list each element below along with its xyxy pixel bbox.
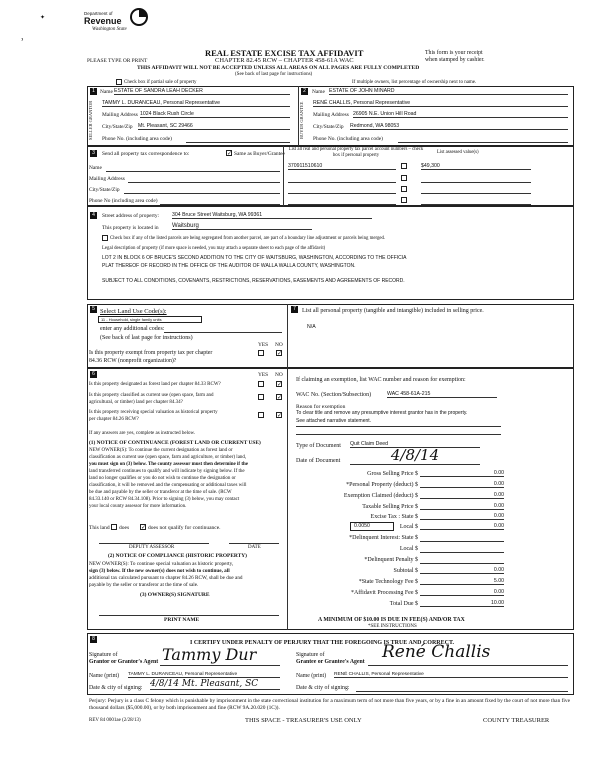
- forest-q3-yes[interactable]: [258, 412, 264, 418]
- forest-q2-yes[interactable]: [258, 394, 264, 400]
- parcel-3-checkbox[interactable]: [401, 186, 407, 192]
- form-warning: THIS AFFIDAVIT WILL NOT BE ACCEPTED UNLESS ALL AREAS ON ALL PAGES ARE FULLY COMPLETED: [137, 65, 420, 71]
- treasurer-space: THIS SPACE - TREASURER'S USE ONLY: [245, 717, 362, 724]
- tax-row-value[interactable]: 0.00: [420, 513, 504, 520]
- grantor-name-print[interactable]: TAMMY L. DURANCEAU, Personal Representative: [128, 672, 280, 678]
- send-correspondence-label: Send all property tax correspondence to:: [102, 151, 190, 157]
- section-6-badge: 6: [90, 371, 97, 378]
- buyer-name[interactable]: ESTATE OF JOHN MINARD: [329, 88, 568, 95]
- doc-date-label: Date of Document: [296, 458, 341, 464]
- land-use-code[interactable]: 11 - Household, single family units: [101, 317, 162, 322]
- street-address[interactable]: 304 Bruce Street Waitsburg, WA 99361: [172, 212, 372, 219]
- does-label: does: [119, 525, 130, 531]
- forest-q1-no[interactable]: ✓: [277, 381, 283, 388]
- forest-q1-yes[interactable]: [258, 381, 264, 387]
- reason-line-2[interactable]: See attached narrative statement.: [296, 418, 372, 424]
- forest-yes: YES: [258, 372, 269, 378]
- buyer-phone-label: Phone No. (including area code): [313, 136, 383, 142]
- notice-1-line: land transferred continues to qualify and will indicate by signing below. If the: [89, 469, 245, 474]
- tax-row-label: *Delinquent Penalty $: [364, 557, 418, 563]
- land-does-label: This land: [89, 525, 110, 531]
- grantee-sig-label-2: Grantee or Grantee's Agent: [296, 659, 365, 665]
- tax-row-label: *State Technology Fee $: [358, 579, 418, 585]
- section-3-badge: 3: [90, 150, 97, 157]
- seller-side-label: SELLER GRANTOR: [88, 100, 93, 140]
- dept-of: Department of: [84, 11, 113, 16]
- tax-row-label: Excise Tax : State $: [370, 514, 418, 520]
- buyer-address[interactable]: 26905 N.E. Union Hill Road: [353, 111, 568, 118]
- corr-phone-label: Phone No (including area code): [89, 198, 158, 204]
- assessed-value[interactable]: $49,300: [421, 163, 531, 170]
- street-label: Street address of property:: [102, 213, 160, 219]
- reason-line-1[interactable]: To clear title and remove any presumptive interest grantor has in the property.: [296, 410, 468, 416]
- same-as-buyer-label: Same as Buyer/Grantee: [234, 151, 285, 157]
- notice-2-line: NEW OWNER(S): To continue special valuation as historic property,: [89, 561, 234, 567]
- minimum-note: A MINIMUM OF $10.00 IS DUE IN FEE(S) AND/OR TAX: [318, 617, 465, 623]
- section-1-badge: 1: [90, 88, 97, 95]
- buyer-city-label: City/State/Zip: [313, 124, 344, 130]
- tax-row-label: *Affidavit Processing Fee $: [350, 590, 418, 596]
- seller-address[interactable]: 1024 Black Rush Circle: [140, 111, 290, 118]
- notice-2-line: additional tax calculated pursuant to chapter 84.26 RCW, shall be due and: [89, 575, 243, 581]
- grantee-name-print-label: Name (print): [296, 673, 327, 679]
- segregated-label: Check box if any of the listed parcels are being segregated from another parcel, are part of a boundary line adjustment or parcels being merged.: [110, 236, 386, 241]
- certify-statement: I CERTIFY UNDER PENALTY OF PERJURY THAT THE FOREGOING IS TRUE AND CORRECT.: [190, 640, 455, 646]
- wac-number[interactable]: WAC 458-61A-215: [387, 391, 497, 398]
- tax-row-value[interactable]: 0.00: [420, 492, 504, 499]
- land-use-see-back: (See back of last page for instructions): [100, 335, 193, 341]
- perjury-notice: Perjury: Perjury is a class C felony which is punishable by imprisonment in the state correctional institution for a maximum term of not more than five years, or by a fine in an amount fixed by the court of not more than five thousand dollars ($5,000.00), or by both imprisonment and fine (RCW 9A.20.020 (1C)).: [89, 698, 570, 711]
- corr-city-label: City/State/Zip: [89, 187, 120, 193]
- land-use-yes: YES: [258, 342, 269, 348]
- forest-q2b: agricultural, or timber) land per chapter 84.34?: [89, 400, 183, 405]
- date-label: DATE: [248, 545, 261, 550]
- grantee-name-print[interactable]: RENÉ CHALLIS, Personal Representative: [334, 672, 568, 678]
- partial-sale-label: Check box if partial sale of property: [124, 80, 197, 85]
- receipt-note-1: This form is your receipt: [425, 50, 483, 56]
- same-as-buyer-checkbox[interactable]: ✓: [227, 150, 233, 157]
- margin-mark: ˒: [20, 30, 25, 45]
- county-treasurer: COUNTY TREASURER: [483, 717, 550, 724]
- forest-complete: If any answers are yes, complete as instructed below.: [89, 431, 196, 436]
- forest-q2a: Is this property classified as current use (open space, farm and: [89, 393, 214, 398]
- buyer-address-label: Mailing Address: [313, 112, 349, 118]
- exempt-question-1: Is this property exempt from property tax per chapter: [89, 350, 213, 356]
- grantor-sig-label-2: Grantor or Grantor's Agent: [89, 659, 159, 665]
- parcel-number[interactable]: 370911510610: [288, 163, 396, 170]
- doc-type-label: Type of Document: [296, 443, 341, 449]
- tax-row-label: Gross Selling Price $: [367, 471, 418, 477]
- segregated-checkbox[interactable]: [102, 235, 108, 241]
- grantor-signature[interactable]: Tammy Dur: [162, 645, 257, 664]
- corr-address-label: Mailing Address: [89, 176, 125, 182]
- exempt-question-2: 84.36 RCW (nonprofit organization)?: [89, 358, 177, 364]
- notice-1-line: NEW OWNER(S): To continue the current designation as forest land or: [89, 448, 233, 453]
- seller-name-label: Name: [100, 89, 113, 95]
- print-name-label: PRINT NAME: [164, 617, 200, 623]
- section-5-badge: 5: [90, 306, 97, 313]
- form-chapter: CHAPTER 82.45 RCW – CHAPTER 458-61A WAC: [215, 57, 354, 64]
- buyer-name-2[interactable]: RENÉ CHALLIS, Personal Representative: [313, 100, 568, 107]
- notice-2-line: sign (3) below. If the new owner(s) does not wish to continue, all: [89, 568, 230, 574]
- parcel-1-checkbox[interactable]: [401, 163, 407, 169]
- does-not-checkbox[interactable]: ✓: [141, 524, 147, 531]
- legal-label: Legal description of property (if more space is needed, you may attach a separate sheet to each page of the affidavit): [102, 246, 326, 251]
- revision-number: REV 84 0001ae (2/28/13): [89, 718, 141, 723]
- personal-property-label: List all personal property (tangible and intangible) included in selling price.: [302, 308, 484, 314]
- forest-q1: Is this property designated as forest land per chapter 84.33 RCW?: [89, 382, 221, 387]
- does-checkbox[interactable]: [111, 524, 117, 530]
- section-2-badge: 2: [301, 88, 308, 95]
- notice-1-line: you must sign on (3) below. The county assessor must then determine if the: [89, 462, 248, 467]
- see-back: (See back of last page for instructions): [235, 72, 313, 77]
- tax-row-label: *Delinquent Interest: State $: [349, 535, 418, 541]
- exempt-yes-checkbox[interactable]: [258, 350, 264, 356]
- tax-row-value[interactable]: [420, 534, 504, 542]
- land-use-label: Select Land Use Code(s):: [100, 308, 167, 315]
- grantor-sig-label-1: Signature of: [89, 652, 118, 658]
- tax-row-label: Taxable Selling Price $: [362, 504, 418, 510]
- legal-line-3[interactable]: SUBJECT TO ALL CONDITIONS, COVENANTS, RESTRICTIONS, RESERVATIONS, EASEMENTS AND AGREEMENTS OF RECORD.: [102, 278, 405, 284]
- section-8-badge: 8: [90, 636, 97, 643]
- seller-name[interactable]: ESTATE OF SANDRA LEAH DECKER: [114, 88, 290, 95]
- notice-1-line: 84.33.140 or RCW 84.34.108). Prior to signing (3) below, you may contact: [89, 497, 240, 502]
- grantee-date-label: Date & city of signing:: [296, 685, 350, 691]
- wac-label: WAC No. (Section/Subsection): [296, 392, 372, 398]
- please-type: PLEASE TYPE OR PRINT: [87, 58, 148, 64]
- deputy-assessor-label: DEPUTY ASSESSOR: [129, 545, 175, 550]
- grantor-date-label: Date & city of signing:: [89, 685, 143, 691]
- additional-codes-label: enter any additional codes:: [100, 326, 165, 332]
- seller-city-label: City/State/Zip: [102, 124, 133, 130]
- total-due-value[interactable]: 10.00: [420, 600, 504, 607]
- local-value[interactable]: 0.00: [420, 523, 504, 530]
- tax-row-value[interactable]: 0.00: [420, 470, 504, 477]
- notice-1-title: (1) NOTICE OF CONTINUANCE (FOREST LAND OR CURRENT USE): [89, 440, 261, 446]
- doc-type[interactable]: Quit Claim Deed: [350, 441, 480, 448]
- dor-logo: [84, 7, 154, 39]
- seller-phone-label: Phone No. (including area code): [102, 136, 172, 142]
- section-4-box: [87, 206, 574, 300]
- assessed-header: List assessed value(s): [437, 150, 479, 155]
- tax-row-value[interactable]: 0.00: [420, 503, 504, 510]
- grantee-signature[interactable]: René Challis: [382, 642, 491, 662]
- seller-city[interactable]: Mt. Pleasant, SC 29466: [138, 123, 290, 130]
- reason-label: Reason for exemption: [296, 404, 346, 410]
- legal-line-1[interactable]: LOT 2 IN BLOCK 6 OF BRUCE'S SECOND ADDITION TO THE CITY OF WAITSBURG, WASHINGTON, ACCORDING TO THE OFFICIA: [102, 255, 407, 261]
- exemption-claim-label: If claiming an exemption, list WAC number and reason for exemption:: [296, 377, 466, 383]
- tax-row-label: Total Due $: [389, 601, 418, 607]
- local-rate[interactable]: 0.0050: [354, 523, 370, 529]
- tax-row-value[interactable]: 0.00: [420, 481, 504, 488]
- see-instructions: *SEE INSTRUCTIONS: [368, 624, 417, 629]
- grantor-name-print-label: Name (print): [89, 673, 120, 679]
- forest-q2-no[interactable]: ✓: [277, 394, 283, 401]
- parcel-4-checkbox[interactable]: [401, 197, 407, 203]
- parcel-header: List all real and personal property tax parcel account numbers – check box if personal property: [288, 147, 424, 158]
- buyer-name-label: Name: [312, 89, 325, 95]
- owner-signature-label: (3) OWNER(S) SIGNATURE: [140, 592, 210, 598]
- tax-row-label: Subtotal $: [393, 568, 418, 574]
- section-4-badge: 4: [90, 212, 97, 219]
- notice-1-line: be due and payable by the seller or transferor at the time of sale. (RCW: [89, 490, 232, 495]
- notice-2-title: (2) NOTICE OF COMPLIANCE (HISTORIC PROPERTY): [108, 553, 247, 559]
- notice-2-line: payable by the seller or transferor at the time of sale.: [89, 582, 199, 588]
- doc-date[interactable]: 4/8/14: [350, 446, 480, 465]
- seller-address-label: Mailing Address: [102, 112, 138, 118]
- multiple-owners-note: If multiple owners, list percentage of ownership next to name.: [352, 80, 477, 85]
- dor-logo-icon: [129, 7, 149, 27]
- buyer-city[interactable]: Redmond, WA 98053: [350, 123, 568, 130]
- section-7-badge: 7: [291, 306, 298, 313]
- tax-row-label: Local $: [399, 546, 418, 552]
- does-not-label: does not qualify for continuance.: [148, 525, 221, 531]
- seller-name-2[interactable]: TAMMY L. DURANCEAU, Personal Representative: [102, 100, 290, 107]
- tax-row-label: *Personal Property (deduct) $: [346, 482, 418, 488]
- receipt-note-2: when stamped by cashier.: [425, 57, 485, 63]
- located-label: This property is located in: [102, 225, 159, 231]
- located-city[interactable]: Waitsburg: [172, 223, 312, 230]
- corr-name-label: Name: [89, 165, 102, 171]
- legal-line-2[interactable]: PLAT THEREOF OF RECORD IN THE OFFICE OF THE AUDITOR OF WALLA WALLA COUNTY, WASHINGTON.: [102, 263, 356, 269]
- notice-1-line: classification as current use (open space, farm and agriculture, or timber) land,: [89, 455, 247, 460]
- tax-row-label: Exemption Claimed (deduct) $: [343, 493, 418, 499]
- forest-q3b: per chapter 84.26 RCW?: [89, 417, 139, 422]
- exempt-no-checkbox[interactable]: ✓: [277, 350, 283, 357]
- land-use-no: NO: [275, 342, 283, 348]
- form-title: REAL ESTATE EXCISE TAX AFFIDAVIT: [205, 48, 364, 58]
- grantee-sig-label-1: Signature of: [296, 652, 325, 658]
- margin-mark-2: ✦: [40, 15, 46, 21]
- tax-row-value[interactable]: 0.00: [420, 589, 504, 596]
- agency-name: Revenue: [84, 16, 122, 26]
- forest-q3-no[interactable]: ✓: [277, 412, 283, 419]
- state-name: Washington State: [92, 27, 127, 32]
- forest-no: NO: [275, 372, 283, 378]
- tax-row-value[interactable]: [420, 545, 504, 553]
- local-label: Local $: [399, 524, 418, 530]
- tax-row-value[interactable]: 5.00: [420, 578, 504, 585]
- forest-q3a: Is this property receiving special valuation as historical property: [89, 410, 218, 415]
- notice-1-line: classification, it will be removed and the compensating or additional taxes will: [89, 483, 247, 488]
- partial-sale-checkbox[interactable]: [116, 79, 122, 85]
- buyer-side-label: BUYER GRANTEE: [299, 101, 304, 139]
- tax-row-value[interactable]: 0.00: [420, 567, 504, 574]
- parcel-2-checkbox[interactable]: [401, 175, 407, 181]
- tax-row-value[interactable]: [420, 556, 504, 564]
- notice-1-line: land no longer qualifies or you do not wish to continue the designation or: [89, 476, 236, 481]
- grantor-date-city[interactable]: 4/8/14 Mt. Pleasant, SC: [150, 679, 280, 690]
- notice-1-line: your local county assessor for more information.: [89, 504, 187, 509]
- personal-property-value[interactable]: N/A: [307, 324, 316, 330]
